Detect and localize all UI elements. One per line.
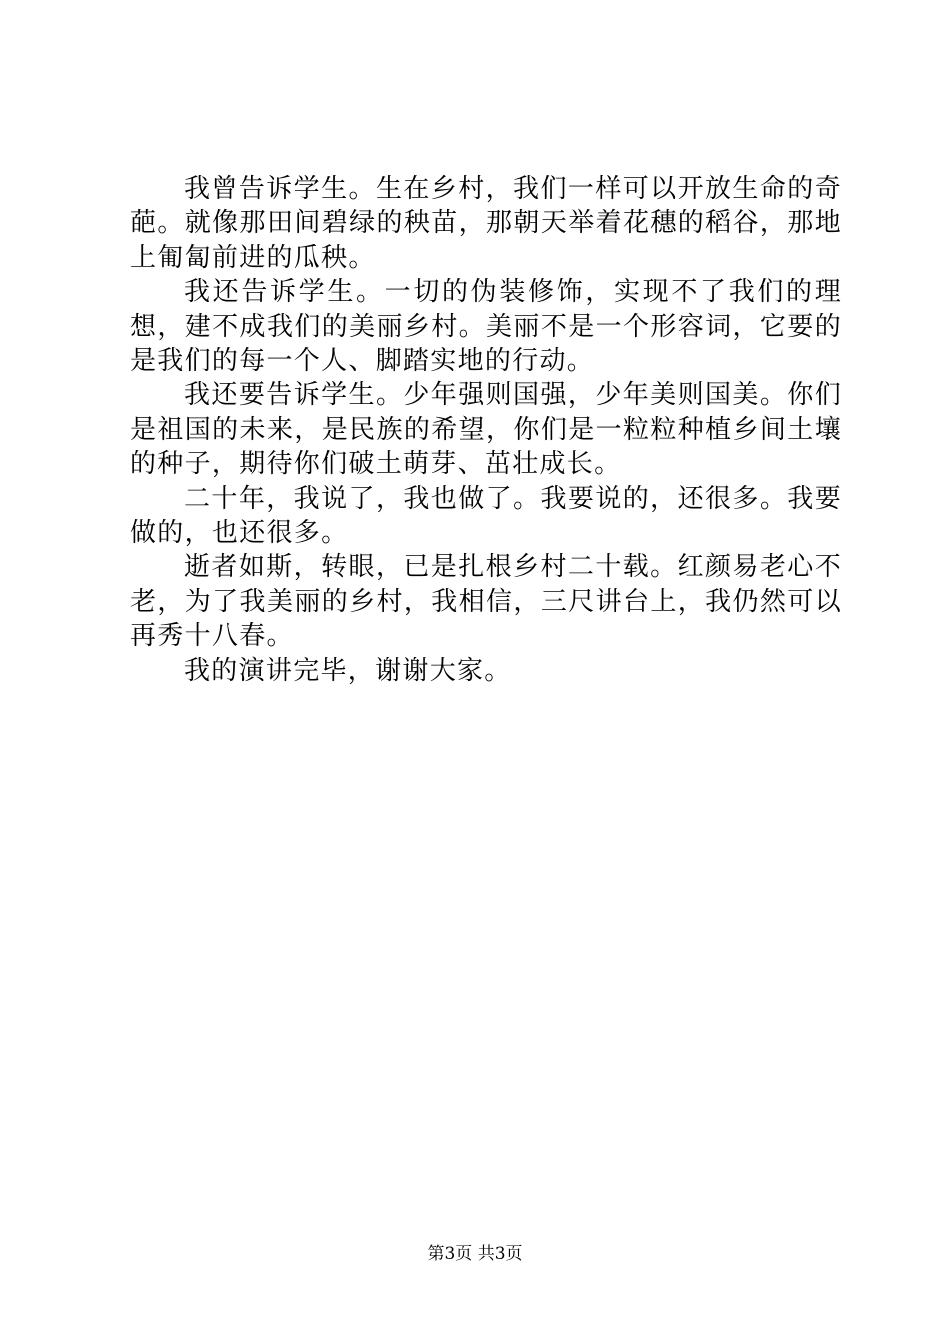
paragraph-2: 我还告诉学生。一切的伪装修饰，实现不了我们的理想，建不成我们的美丽乡村。美丽不是一个形容词，它要的是我们的每一个人、脚踏实地的行动。 <box>130 277 842 377</box>
paragraph-5: 逝者如斯，转眼，已是扎根乡村二十载。红颜易老心不老，为了我美丽的乡村，我相信，三尺讲台上，我仍然可以再秀十八春。 <box>130 552 842 652</box>
page-footer <box>0 1243 950 1265</box>
paragraph-3: 我还要告诉学生。少年强则国强，少年美则国美。你们是祖国的未来，是民族的希望，你们是一粒粒种植乡间土壤的种子，期待你们破土萌芽、茁壮成长。 <box>130 380 842 480</box>
paragraph-6: 我的演讲完毕，谢谢大家。 <box>184 655 512 686</box>
page-number: 第3页 共3页 <box>427 1244 523 1264</box>
paragraph-1: 我曾告诉学生。生在乡村，我们一样可以开放生命的奇葩。就像那田间碧绿的秧苗，那朝天举着花穗的稻谷，那地上匍匐前进的瓜秧。 <box>130 174 842 273</box>
document-body <box>130 172 842 688</box>
paragraph-4: 二十年，我说了，我也做了。我要说的，还很多。我要做的，也还很多。 <box>130 483 842 549</box>
